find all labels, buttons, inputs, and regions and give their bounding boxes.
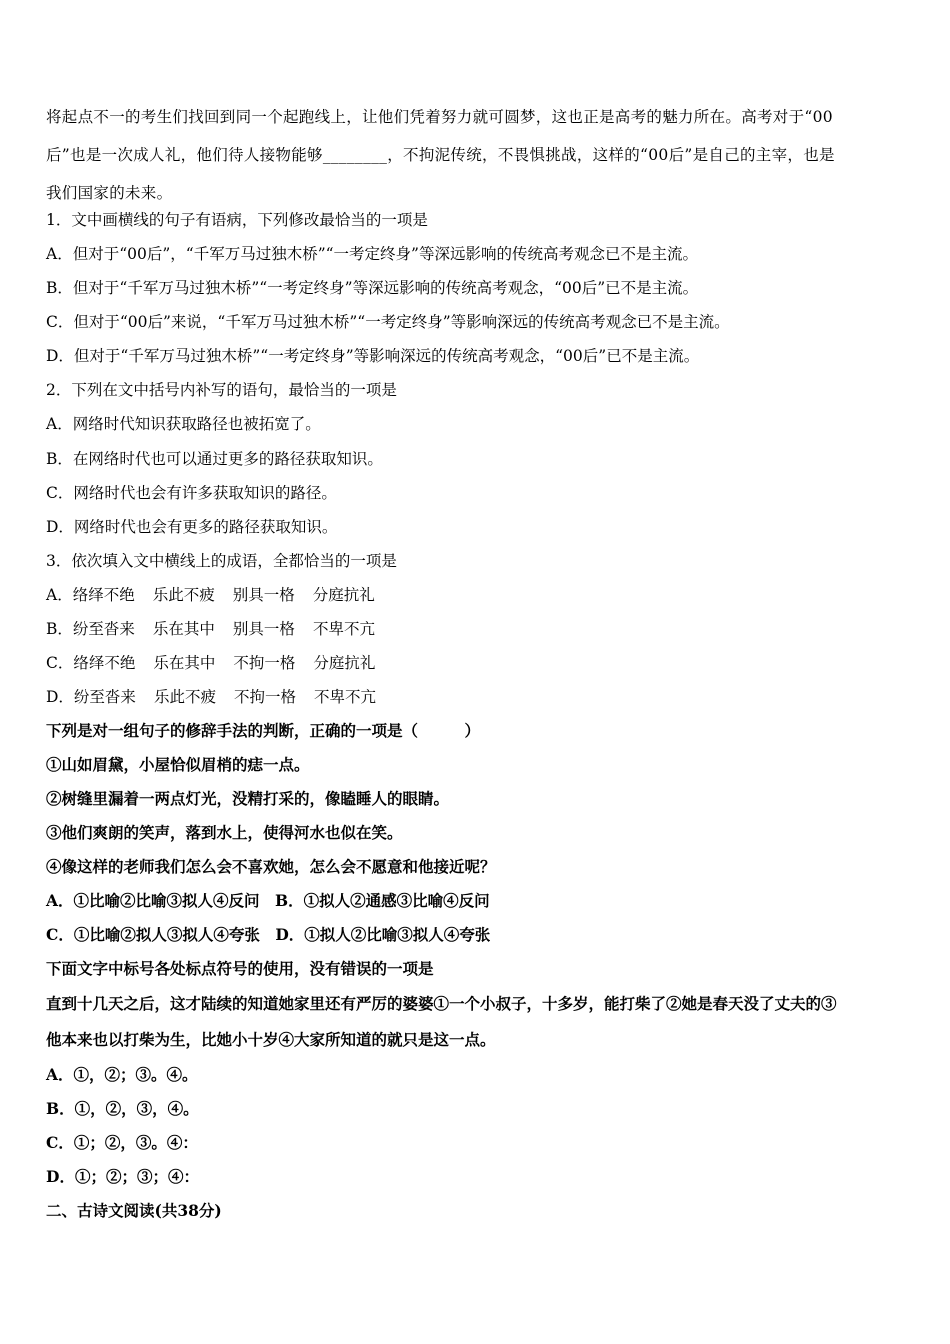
idiom: A．络绎不绝 — [46, 586, 135, 604]
question-3-option-d — [46, 687, 908, 707]
question-1-stem: 1．文中画横线的句子有语病，下列修改最恰当的一项是 — [46, 211, 428, 229]
idiom: 乐此不疲 — [152, 586, 215, 604]
question-2-option-b: B．在网络时代也可以通过更多的路径获取知识。 — [46, 450, 383, 468]
passage-text — [46, 98, 908, 212]
question-4-sentence-3: ③他们爽朗的笑声，落到水上，使得河水也似在笑。 — [46, 823, 403, 842]
passage-line: 将起点不一的考生们找回到同一个起跑线上，让他们凭着努力就可圆梦，这也正是高考的魅力所在。高考对于“00 — [46, 108, 833, 126]
question-5-text-line-2: 他本来也以打柴为生，比她小十岁④大家所知道的就只是这一点。 — [46, 1030, 496, 1049]
question-5-text-line-1: 直到十几天之后，这才陆续的知道她家里还有严厉的婆婆①一个小叔子，十多岁，能打柴了②她是春天没了丈夫的③ — [46, 994, 837, 1013]
passage-line: 我们国家的未来。 — [46, 184, 173, 202]
idiom: 别具一格 — [232, 620, 295, 638]
question-1-option-b: B．但对于“千军万马过独木桥”“一考定终身”等深远影响的传统高考观念，“00后”已不是主流。 — [46, 279, 699, 297]
question-3-option-b — [46, 619, 908, 639]
question-4-sentence-4: ④像这样的老师我们怎么会不喜欢她，怎么会不愿意和他接近呢？ — [46, 857, 496, 876]
question-1-option-d: D．但对于“千军万马过独木桥”“一考定终身”等影响深远的传统高考观念，“00后”已不是主流。 — [46, 347, 700, 365]
question-3-option-a — [46, 585, 908, 605]
idiom: 分庭抗礼 — [312, 586, 375, 604]
question-1-option-a: A．但对于“00后”，“千军万马过独木桥”“一考定终身”等深远影响的传统高考观念已不是主流。 — [46, 245, 698, 263]
idiom: B．纷至沓来 — [46, 620, 135, 638]
question-1-option-c: C．但对于“00后”来说，“千军万马过独木桥”“一考定终身”等影响深远的传统高考观念已不是主流。 — [46, 313, 730, 331]
question-2-stem: 2．下列在文中括号内补写的语句，最恰当的一项是 — [46, 381, 397, 399]
question-3-stem: 3．依次填入文中横线上的成语，全都恰当的一项是 — [46, 552, 397, 570]
idiom: 乐在其中 — [152, 620, 215, 638]
section-heading: 二、古诗文阅读(共38分) — [46, 1201, 222, 1220]
passage-line: 后”也是一次成人礼，他们待人接物能够________，不拘泥传统，不畏惧挑战，这样的“00后”是自己的主宰，也是 — [46, 146, 835, 164]
idiom: D．纷至沓来 — [46, 688, 136, 706]
idiom: 分庭抗礼 — [313, 654, 376, 672]
question-5-stem: 下面文字中标号各处标点符号的使用，没有错误的一项是 — [46, 959, 434, 978]
question-4-stem: 下列是对一组句子的修辞手法的判断，正确的一项是（ ） — [46, 721, 481, 740]
idiom: 乐在其中 — [153, 654, 216, 672]
question-5-option-c: C．①；②，③。④： — [46, 1133, 198, 1152]
question-4-sentence-2: ②树缝里漏着一两点灯光，没精打采的，像瞌睡人的眼睛。 — [46, 789, 450, 808]
question-5-option-d: D．①；②；③；④： — [46, 1167, 199, 1186]
idiom: 不拘一格 — [233, 688, 296, 706]
idiom: 乐此不疲 — [153, 688, 216, 706]
question-2-option-c: C．网络时代也会有许多获取知识的路径。 — [46, 484, 337, 502]
question-4-sentence-1: ①山如眉黛，小屋恰似眉梢的痣一点。 — [46, 755, 310, 774]
idiom: C．络绎不绝 — [46, 654, 136, 672]
question-5-option-a: A．①，②；③。④。 — [46, 1065, 198, 1084]
idiom: 不卑不亢 — [312, 620, 375, 638]
question-4-options-ab: A．①比喻②比喻③拟人④反问 B．①拟人②通感③比喻④反问 — [46, 891, 490, 910]
idiom: 不拘一格 — [233, 654, 296, 672]
question-4-options-cd: C．①比喻②拟人③拟人④夸张 D．①拟人②比喻③拟人④夸张 — [46, 925, 491, 944]
idiom: 不卑不亢 — [313, 688, 376, 706]
question-2-option-d: D．网络时代也会有更多的路径获取知识。 — [46, 518, 338, 536]
question-2-option-a: A．网络时代知识获取路径也被拓宽了。 — [46, 415, 321, 433]
question-3-option-c — [46, 653, 908, 673]
question-5-option-b: B．①，②，③，④。 — [46, 1099, 199, 1118]
idiom: 别具一格 — [232, 586, 295, 604]
